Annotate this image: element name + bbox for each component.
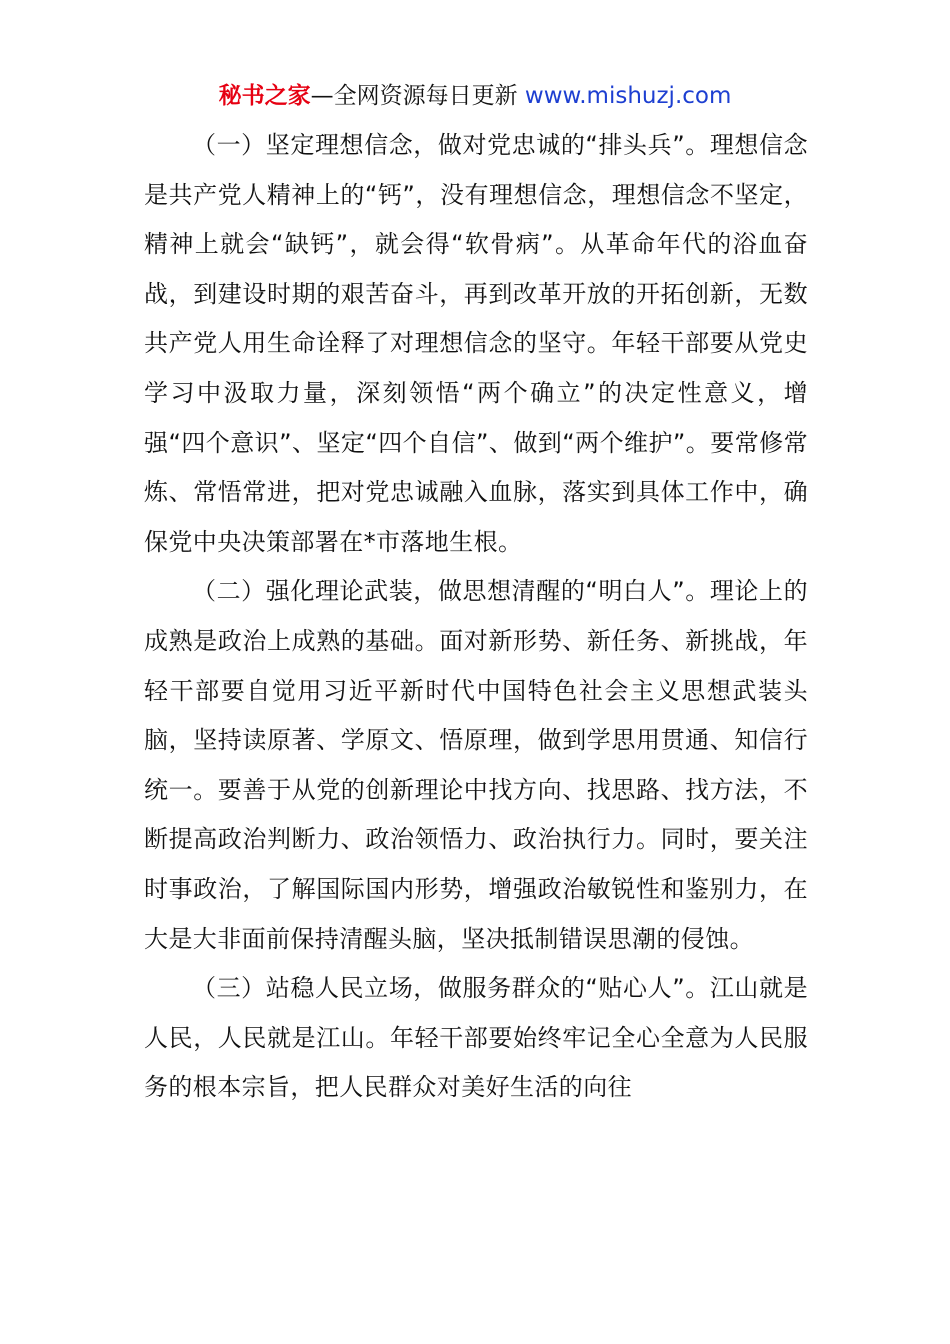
brand-name: 秘书之家 [218,83,311,109]
paragraph-2: （二）强化理论武装，做思想清醒的“明白人”。理论上的成熟是政治上成熟的基础。面对新形势、新任务、新挑战，年轻干部要自觉用习近平新时代中国特色社会主义思想武装头脑，坚持读原著、学原文、悟原理，做到学思用贯通、知信行统一。要善于从党的创新理论中找方向、找思路、找方法，不断提高政治判断力、政治领悟力、政治执行力。同时，要关注时事政治，了解国际国内形势，增强政治敏锐性和鉴别力，在大是大非面前保持清醒头脑，坚决抵制错误思潮的侵蚀。 [144,577,808,953]
site-url-link[interactable]: www.mishuzj.com [524,83,732,109]
paragraph-1: （一）坚定理想信念，做对党忠诚的“排头兵”。理想信念是共产党人精神上的“钙”，没有理想信念，理想信念不坚定，精神上就会“缺钙”，就会得“软骨病”。从革命年代的浴血奋战，到建设时期的艰苦奋斗，再到改革开放的开拓创新，无数共产党人用生命诠释了对理想信念的坚守。年轻干部要从党史学习中汲取力量，深刻领悟“两个确立”的决定性意义，增强“四个意识”、坚定“四个自信”、做到“两个维护”。要常修常炼、常悟常进，把对党忠诚融入血脉，落实到具体工作中，确保党中央决策部署在*市落地生根。 [144,131,808,556]
site-header [0,80,950,112]
header-tagline: —全网资源每日更新 [310,83,518,109]
paragraph-3: （三）站稳人民立场，做服务群众的“贴心人”。江山就是人民，人民就是江山。年轻干部要始终牢记全心全意为人民服务的根本宗旨，把人民群众对美好生活的向往 [144,974,808,1102]
document-body [144,121,808,1113]
